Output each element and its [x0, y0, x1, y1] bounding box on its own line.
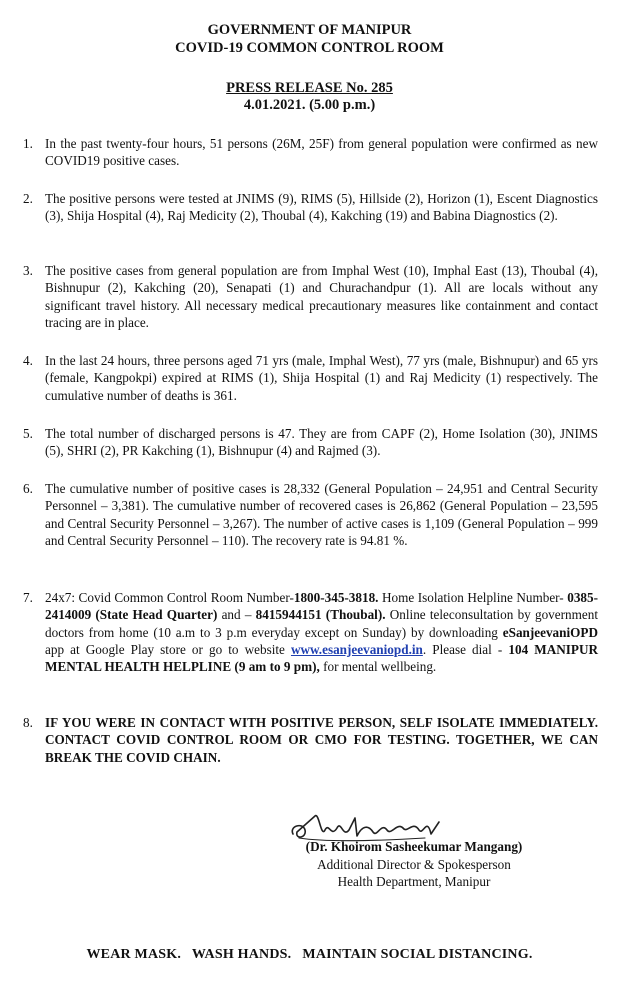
item-text: IF YOU WERE IN CONTACT WITH POSITIVE PERSON, SELF ISOLATE IMMEDIATELY. CONTACT COVID CONTROL ROOM OR CMO FOR TESTING. TOGETHER, WE CAN BREAK THE COVID CHAIN. [45, 715, 598, 765]
website-link[interactable]: www.esanjeevaniopd.in [290, 641, 423, 657]
item-text-part: Home Isolation Helpline Number- [378, 590, 568, 605]
press-release-date: 4.01.2021. (5.00 p.m.) [243, 97, 376, 113]
list-item [23, 589, 598, 675]
list-item [23, 135, 598, 170]
helpline-number-thoubal: 8415944151 (Thoubal). [255, 607, 386, 623]
item-text: The positive persons were tested at JNIMS (9), RIMS (5), Hillside (2), Horizon (1), Escent Diagnostics (3), Shija Hospital (4), Raj Medicity (2), Thoubal (4), Kakching (19) and Babina Diagnostics (2). [45, 191, 598, 224]
item-number: 5. [23, 426, 33, 441]
list-item [23, 262, 598, 331]
item-text: In the last 24 hours, three persons aged 71 yrs (male, Imphal West), 77 yrs (male, Bishnupur) and 65 yrs (female, Kangpokpi) expired at RIMS (1), Shija Hospital (1) and Raj Medicity (1) respectively. The cumulative number of deaths is 361. [45, 353, 598, 403]
list-item [23, 352, 598, 404]
signatory-department: Health Department, Manipur [337, 874, 491, 889]
app-name: eSanjeevaniOPD [502, 624, 598, 640]
item-text: The total number of discharged persons is 47. They are from CAPF (2), Home Isolation (30), JNIMS (5), SHRI (2), PR Kakching (1), Bishnupur (4) and Rajmed (3). [45, 426, 598, 459]
list-item [23, 714, 598, 766]
press-release-title: PRESS RELEASE No. 285 [226, 80, 393, 96]
list-item [23, 480, 598, 549]
item-number: 7. [23, 590, 33, 605]
item-text-part: and – [217, 607, 256, 623]
footer-slogan: WEAR MASK. WASH HANDS. MAINTAIN SOCIAL DISTANCING. [86, 947, 533, 962]
item-text-part: 24x7: Covid Common Control Room Number- [45, 590, 294, 605]
mental-health-helpline: 104 MANIPUR MENTAL HEALTH HELPLINE (9 am to 9 pm), [45, 641, 598, 675]
item-number: 8. [23, 715, 33, 730]
item-number: 1. [23, 136, 33, 151]
item-text [45, 589, 598, 675]
list-item [23, 190, 598, 225]
item-text-part: for mental wellbeing. [319, 659, 437, 675]
item-text-part: Online teleconsultation by government doctors from home (10 a.m to 3 p.m everyday except on Sunday) by downloading [45, 607, 598, 640]
government-heading: GOVERNMENT OF MANIPUR [207, 22, 412, 38]
signatory-name: (Dr. Khoirom Sasheekumar Mangang) [305, 839, 523, 854]
item-text: The positive cases from general population are from Imphal West (10), Imphal East (13), Thoubal (4), Bishnupur (2), Kakching (20), Senapati (1) and Churachandpur (1). All are locals without any significant travel history. All necessary medical precautionary measures like containment and contact tracing are in place. [45, 263, 598, 330]
item-number: 2. [23, 191, 33, 206]
item-text: In the past twenty-four hours, 51 persons (26M, 25F) from general population were confirmed as new COVID19 positive cases. [45, 136, 598, 169]
signatory-designation: Additional Director & Spokesperson [317, 857, 511, 872]
item-number: 6. [23, 481, 33, 496]
helpline-number-hq: 0385-2414009 (State Head Quarter) [45, 590, 598, 623]
control-room-heading: COVID-19 COMMON CONTROL ROOM [175, 40, 444, 56]
control-room-number: 1800-345-3818. [293, 590, 379, 605]
item-text-part: . Please dial - [422, 641, 509, 657]
item-text-part: app at Google Play store or go to website [45, 641, 291, 657]
list-item [23, 425, 598, 460]
item-text: The cumulative number of positive cases is 28,332 (General Population – 24,951 and Central Security Personnel – 3,381). The cumulative number of recovered cases is 26,862 (General Population – 23,595 and Central Security Personnel – 3,267). The number of active cases is 1,109 (General Population – 999 and Central Security Personnel – 110). The recovery rate is 94.81 %. [45, 481, 598, 548]
item-number: 4. [23, 353, 33, 368]
item-number: 3. [23, 263, 33, 278]
